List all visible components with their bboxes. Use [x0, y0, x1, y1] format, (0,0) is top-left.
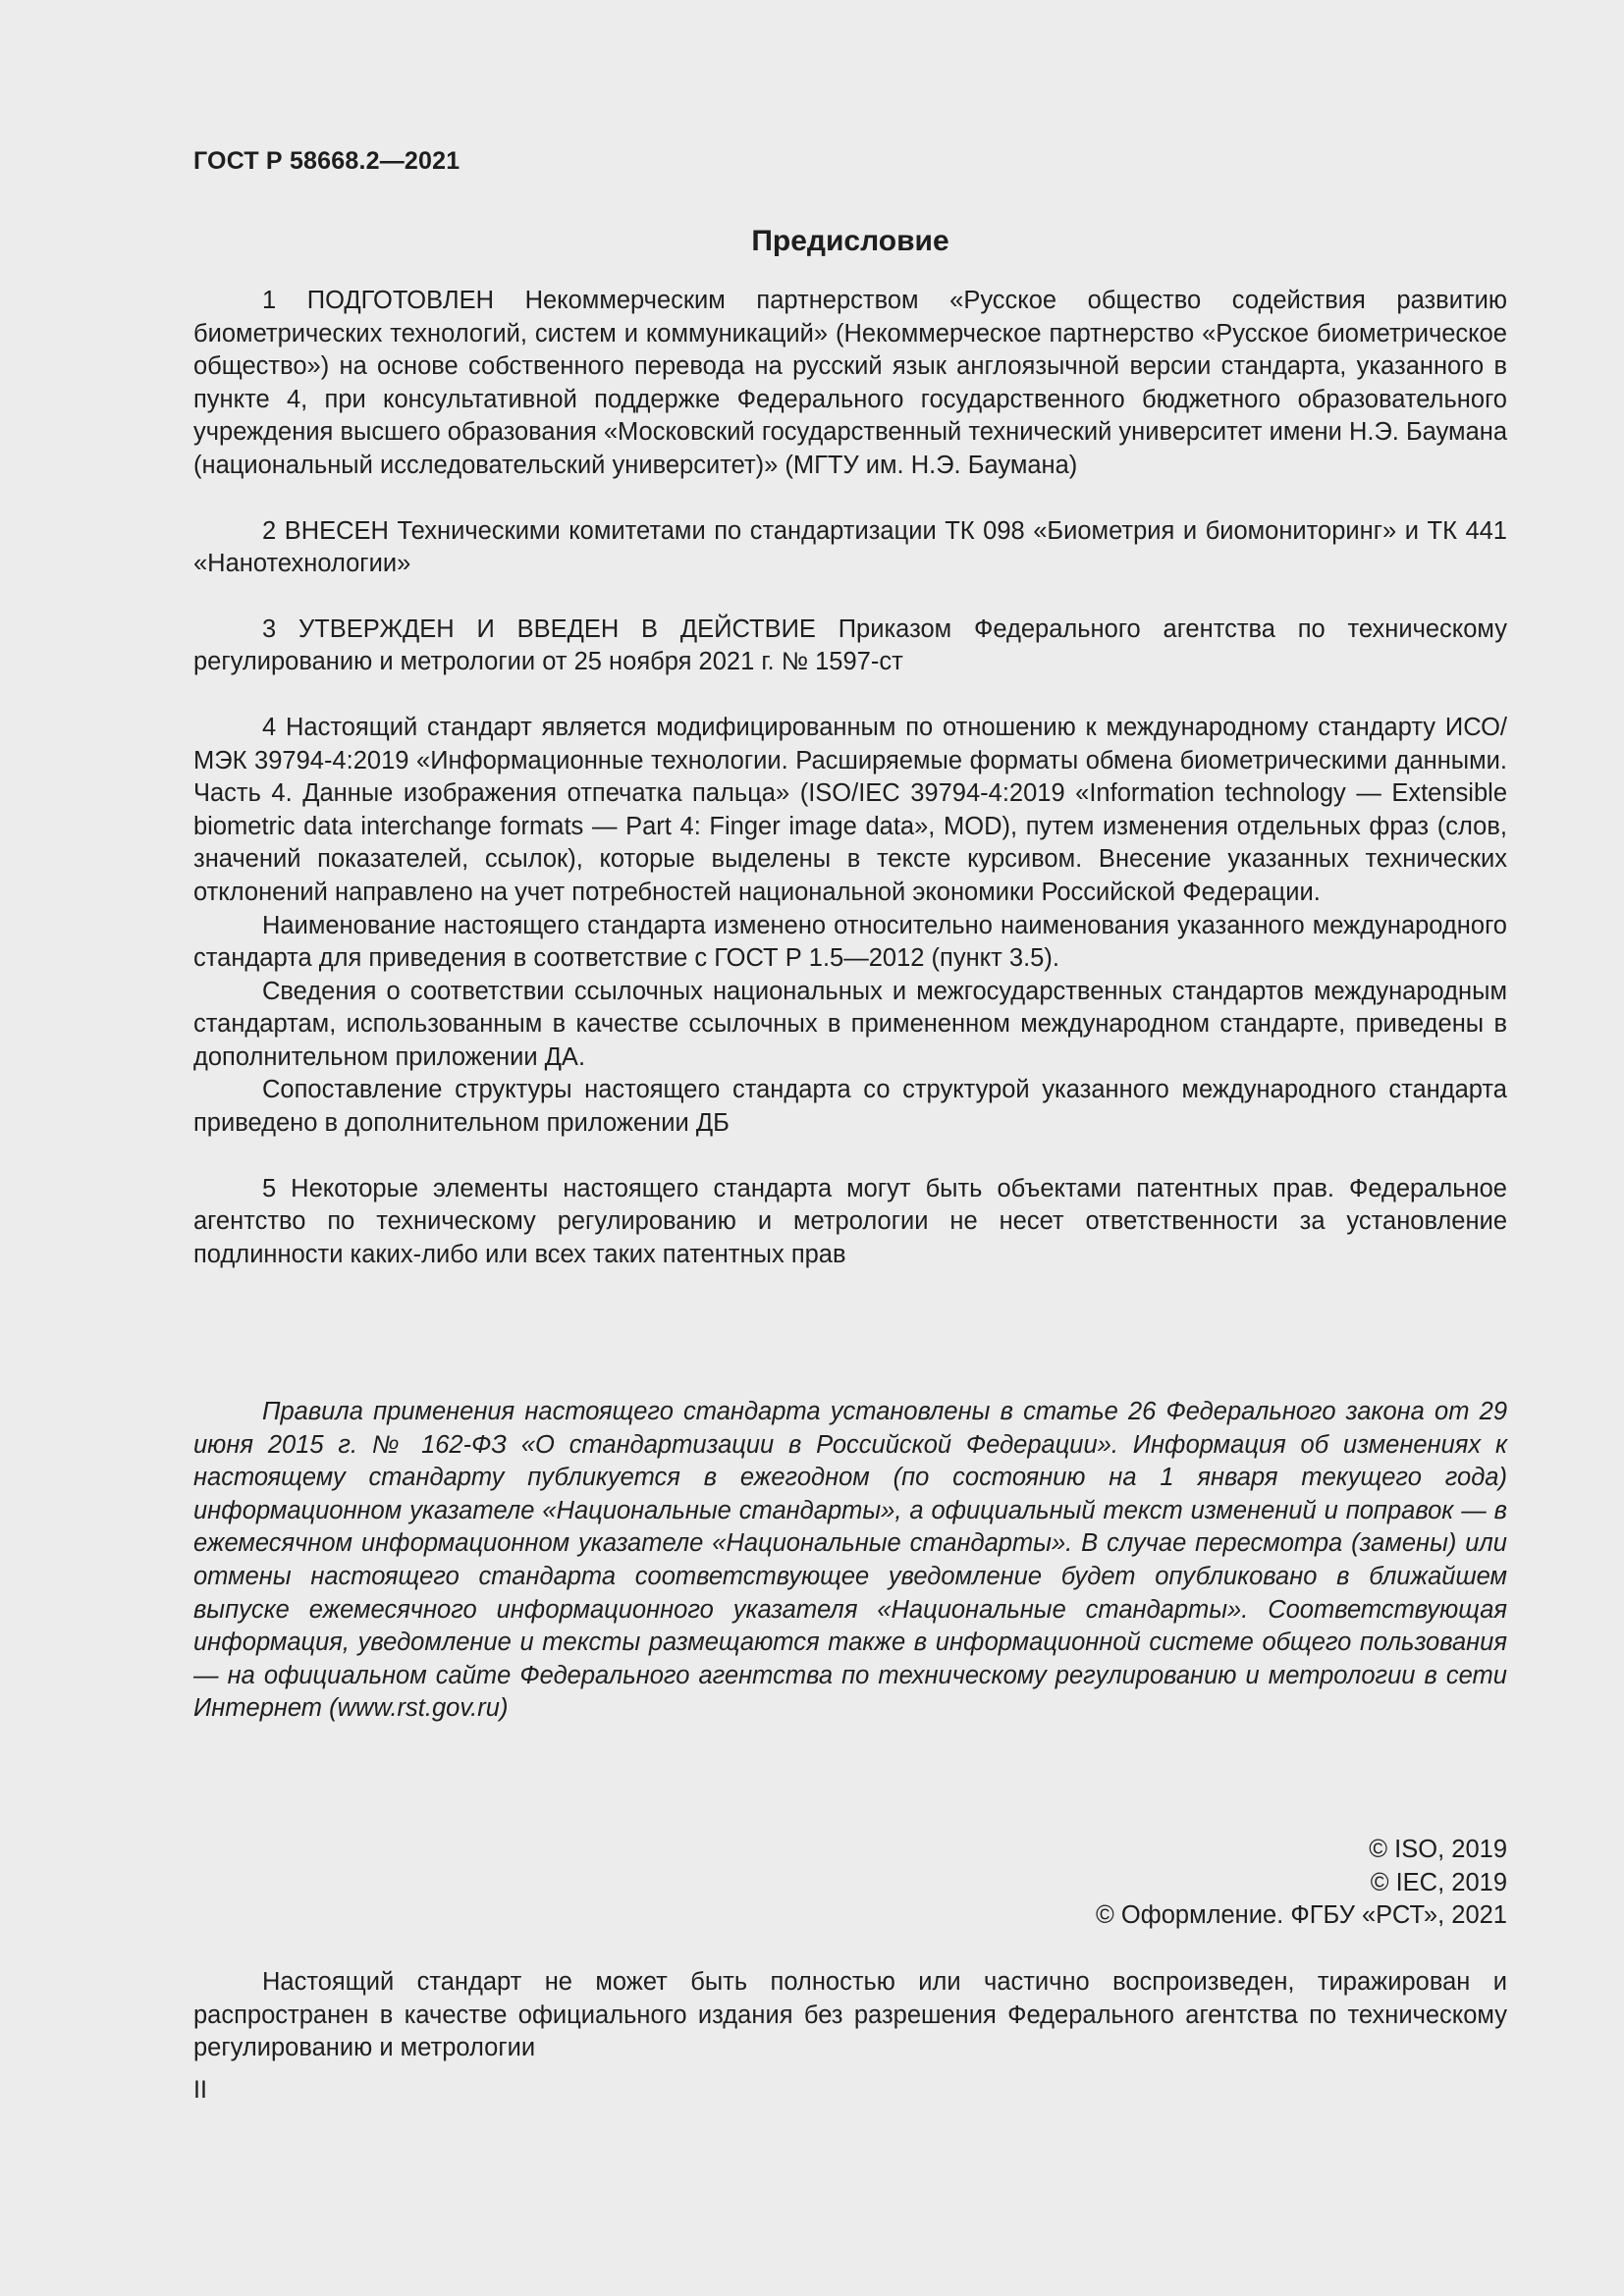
paragraph-name-change: Наименование настоящего стандарта изменено относительно наименования указанного международного стандарта для приведения в соответствие с ГОСТ Р 1.5—2012 (пункт 3.5).	[193, 911, 1507, 973]
paragraph-introduced: 2 ВНЕСЕН Техническими комитетами по стандартизации ТК 098 «Биометрия и биомониторинг» и ТК 441 «Нанотехнологии»	[193, 516, 1507, 578]
rules-paragraph: Правила применения настоящего стандарта установлены в статье 26 Федерального закона от 29 июня 2015 г. № 162-ФЗ «О стандартизации в Российской Федерации». Информация об изменениях к настоящему стандарту публикуется в ежегодном (по состоянию на 1 января текущего года) информационном указателе «Национальные стандарты», а официальный текст изменений и поправок — в ежемесячном информационном указателе «Национальные стандарты». В случае пересмотра (замены) или отмены настоящего стандарта соответствующее уведомление будет опубликовано в ближайшем выпуске ежемесячного информационного указателя «Национальные стандарты». Соответствующая информация, уведомление и тексты размещаются также в информационной системе общего пользования — на официальном сайте Федерального агентства по техническому регулированию и метрологии в сети Интернет (www.rst.gov.ru)	[193, 1398, 1507, 1723]
section-title: Предисловие	[751, 225, 949, 257]
document-code: ГОСТ Р 58668.2—2021	[193, 147, 460, 175]
application-rules	[193, 1396, 1507, 1726]
paragraph-approved: 3 УТВЕРЖДЕН И ВВЕДЕН В ДЕЙСТВИЕ Приказом Федерального агентства по техническому регулированию и метрологии от 25 ноября 2021 г. № 1597-ст	[193, 614, 1507, 676]
copyright-iec: © IEC, 2019	[1370, 1868, 1507, 1896]
paragraph-prepared: 1 ПОДГОТОВЛЕН Некоммерческим партнерством «Русское общество содействия развитию биометрических технологий, систем и коммуникаций» (Некоммерческое партнерство «Русское биометрическое общество») на основе собственного перевода на русский язык англоязычной версии стандарта, указанного в пункте 4, при консультативной поддержке Федерального государственного бюджетного образовательного учреждения высшего образования «Московский государственный технический университет имени Н.Э. Баумана (национальный исследовательский университет)» (МГТУ им. Н.Э. Баумана)	[193, 287, 1508, 479]
foreword-body	[193, 285, 1507, 1271]
reproduction-notice	[193, 1966, 1507, 2065]
notice-paragraph: Настоящий стандарт не может быть полностью или частично воспроизведен, тиражирован и распространен в качестве официального издания без разрешения Федерального агентства по техническому регулированию и метрологии	[193, 1968, 1507, 2062]
paragraph-structure: Сопоставление структуры настоящего стандарта со структурой указанного международного стандарта приведено в дополнительном приложении ДБ	[193, 1076, 1507, 1138]
copyright-block	[193, 1834, 1507, 1933]
copyright-rst: © Оформление. ФГБУ «РСТ», 2021	[1096, 1901, 1507, 1930]
copyright-iso: © ISO, 2019	[1369, 1836, 1507, 1863]
paragraph-references: Сведения о соответствии ссылочных национальных и межгосударственных стандартов международным стандартам, использованным в качестве ссылочных в примененном международном стандарте, приведены в дополнительном приложении ДА.	[193, 977, 1507, 1071]
paragraph-patents: 5 Некоторые элементы настоящего стандарта могут быть объектами патентных прав. Федеральное агентство по техническому регулированию и метрологии не несет ответственности за установление подлинности каких-либо или всех таких патентных прав	[193, 1174, 1507, 1268]
page-number: II	[193, 2076, 207, 2104]
paragraph-modified-standard: 4 Настоящий стандарт является модифицированным по отношению к международному стандарту ИСО/МЭК 39794-4:2019 «Информационные технологии. Расширяемые форматы обмена биометрическими данными. Часть 4. Данные изображения отпечатка пальца» (ISO/IEC 39794-4:2019 «Information technology — Extensible biometric data interchange formats — Part 4: Finger image data», MOD), путем изменения отдельных фраз (слов, значений показателей, ссылок), которые выделены в тексте курсивом. Внесение указанных технических отклонений направлено на учет потребностей национальной экономики Российской Федерации.	[193, 713, 1507, 906]
